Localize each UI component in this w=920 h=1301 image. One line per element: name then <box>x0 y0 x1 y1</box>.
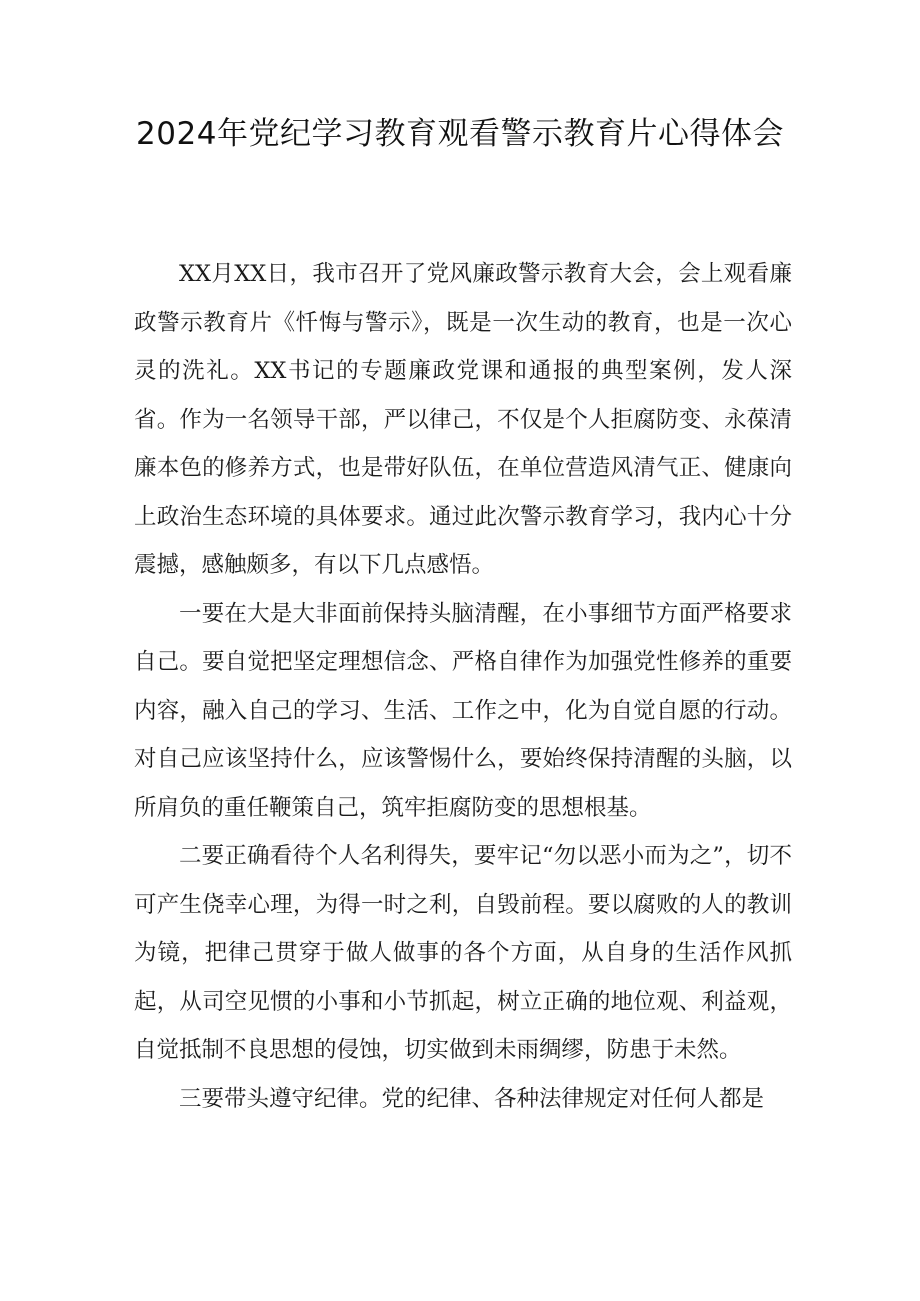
paragraph-4: 三要带头遵守纪律。党的纪律、各种法律规定对任何人都是 <box>179 1085 765 1112</box>
paragraph-1: XX月XX日，我市召开了党风廉政警示教育大会，会上观看廉政警示教育片《忏悔与警示》，既是一次生动的教育，也是一次心灵的洗礼。XX书记的专题廉政党课和通报的典型案例，发人深省。作为一名领导干部，严以律己，不仅是个人拒腐防变、永葆清廉本色的修养方式，也是带好队伍，在单位营造风清气正、健康向上政治生态环境的具体要求。通过此次警示教育学习，我内心十分震撼，感触颇多，有以下几点感悟。 <box>134 261 792 578</box>
document-title: 2024年党纪学习教育观看警示教育片心得体会 <box>136 116 784 152</box>
document-body <box>134 250 792 1123</box>
paragraph-3: 二要正确看待个人名利得失，要牢记“勿以恶小而为之”，切不可产生侥幸心理，为得一时之利，自毁前程。要以腐败的人的教训为镜，把律己贯穿于做人做事的各个方面，从自身的生活作风抓起，从司空见惯的小事和小节抓起，树立正确的地位观、利益观，自觉抵制不良思想的侵蚀，切实做到未雨绸缪，防患于未然。 <box>134 843 792 1063</box>
paragraph-2: 一要在大是大非面前保持头脑清醒，在小事细节方面严格要求自己。要自觉把坚定理想信念、严格自律作为加强党性修养的重要内容，融入自己的学习、生活、工作之中，化为自觉自愿的行动。对自己应该坚持什么，应该警惕什么，要始终保持清醒的头脑，以所肩负的重任鞭策自己，筑牢拒腐防变的思想根基。 <box>134 600 792 821</box>
